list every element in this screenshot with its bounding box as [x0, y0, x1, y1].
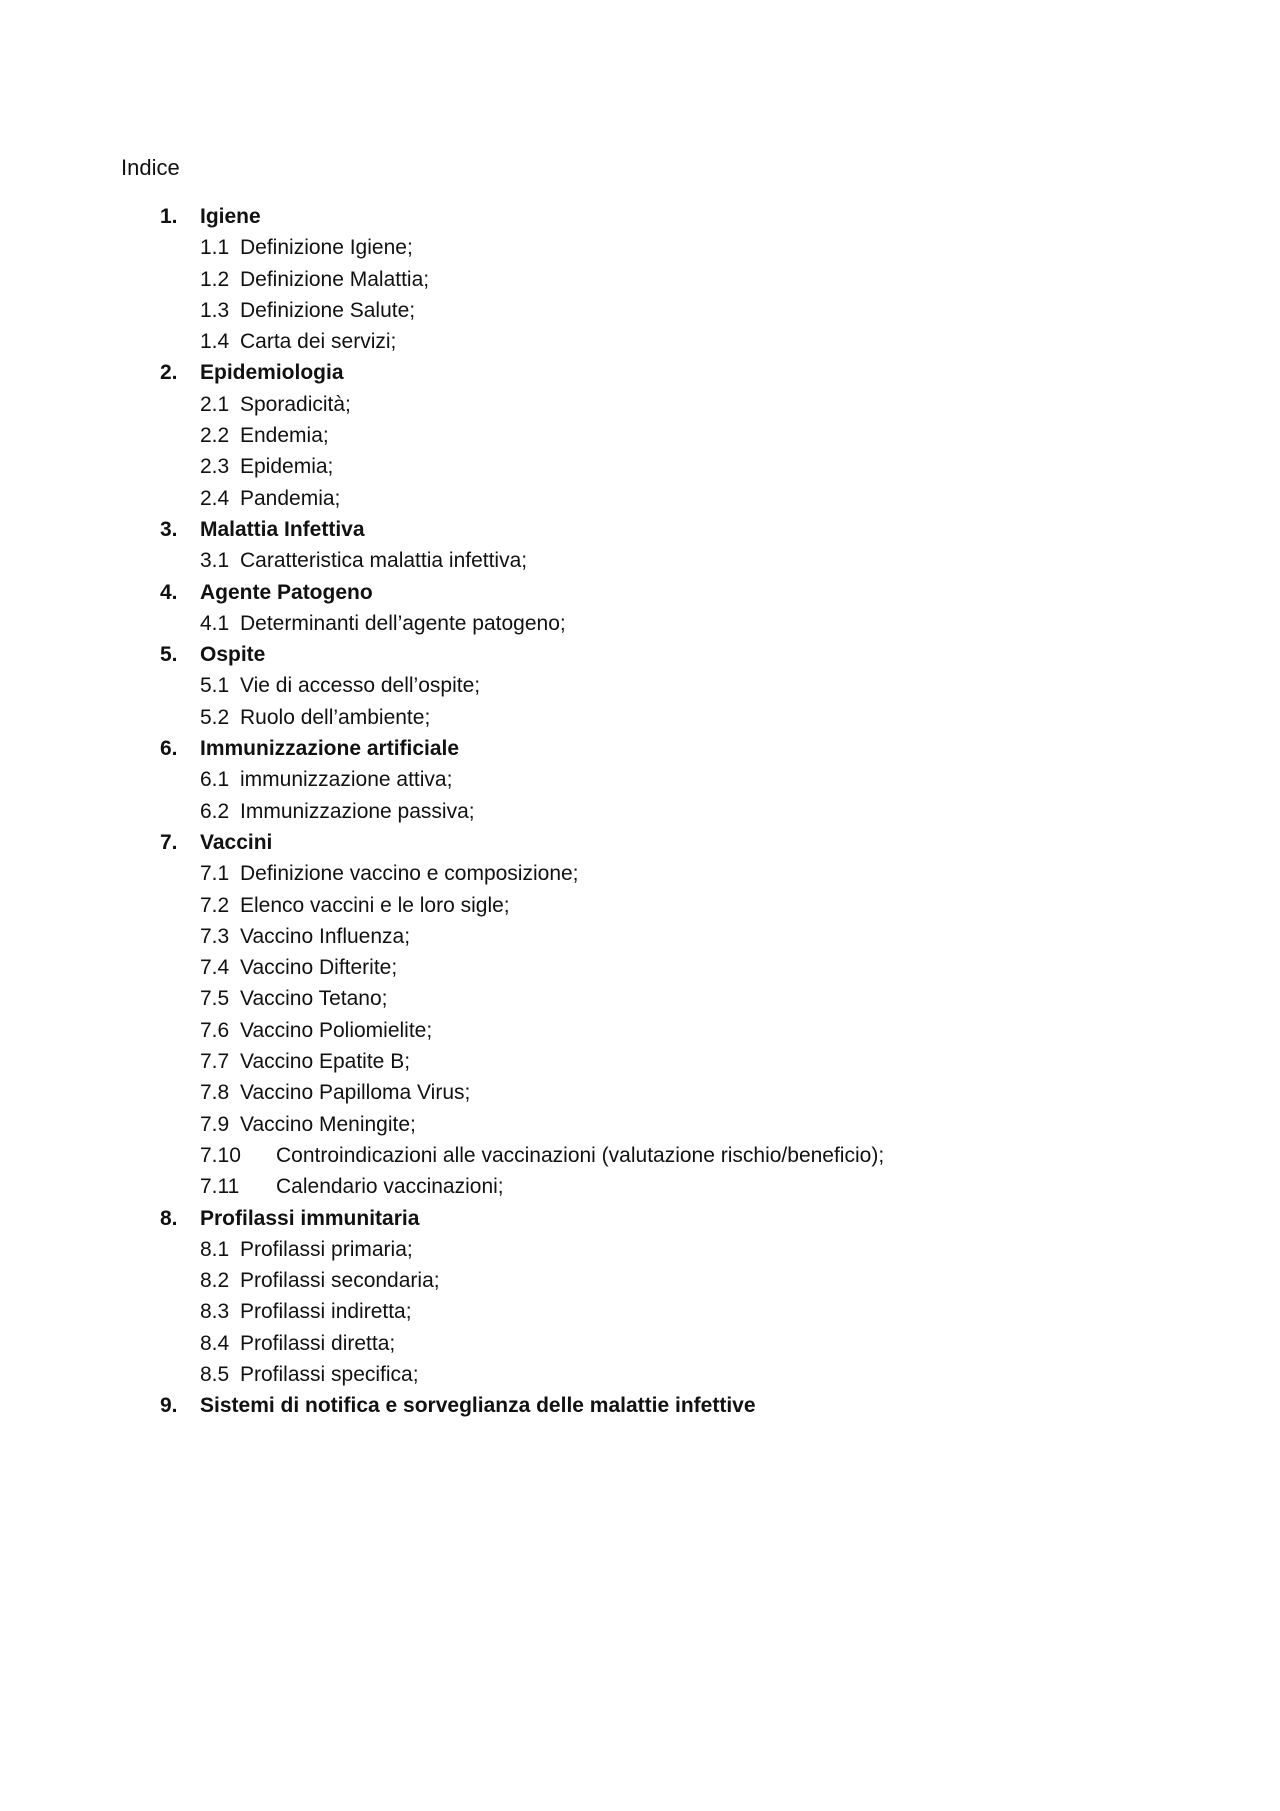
toc-subsection [0, 483, 1280, 514]
toc-subsection-number: 8.1 [200, 1237, 230, 1261]
toc-section-number: 3. [160, 517, 178, 541]
toc-subsection-title: Vaccino Influenza; [240, 924, 411, 948]
toc-subsection [0, 264, 1280, 295]
toc-subsection-title: Profilassi indiretta; [240, 1300, 412, 1324]
toc-subsection [0, 952, 1280, 983]
toc-subsection-number: 2.1 [200, 392, 230, 416]
toc-subsection [0, 1328, 1280, 1359]
toc-subsection-number: 7.5 [200, 987, 230, 1011]
toc-subsection-title: Profilassi primaria; [240, 1237, 413, 1261]
toc-section-title: Ospite [200, 643, 266, 667]
toc-subsection-number: 7.7 [200, 1050, 230, 1074]
toc-subsection-number: 7.10 [200, 1143, 241, 1167]
toc-subsection [0, 545, 1280, 576]
toc-subsection-number: 5.2 [200, 705, 230, 729]
toc-subsection-title: Vaccino Difterite; [240, 956, 398, 980]
toc-section-title: Igiene [200, 205, 261, 228]
toc-subsection-title: Vaccino Tetano; [240, 987, 388, 1011]
toc-section [0, 639, 1280, 670]
toc-subsection-title: Determinanti dell’agente patogeno; [240, 611, 566, 635]
toc-subsection-number: 7.3 [200, 924, 230, 948]
toc-section-title: Profilassi immunitaria [200, 1206, 420, 1230]
toc-subsection-title: Controindicazioni alle vaccinazioni (valutazione rischio/beneficio); [276, 1143, 885, 1167]
toc-section [0, 827, 1280, 858]
toc-subsection-number: 8.5 [200, 1362, 230, 1386]
toc-subsection [0, 764, 1280, 795]
toc-subsection-number: 2.3 [200, 455, 230, 479]
toc-subsection [0, 983, 1280, 1014]
toc-subsection [0, 796, 1280, 827]
toc-section-number: 6. [160, 737, 178, 761]
toc-subsection-title: Epidemia; [240, 455, 334, 479]
toc-subsection-number: 7.6 [200, 1018, 230, 1042]
toc-subsection-number: 8.4 [200, 1331, 230, 1355]
toc-subsection [0, 702, 1280, 733]
toc-subsection [0, 1359, 1280, 1390]
toc-section-title: Immunizzazione artificiale [200, 737, 460, 761]
toc-subsection-number: 7.11 [200, 1175, 240, 1199]
toc-subsection-number: 8.3 [200, 1300, 230, 1324]
toc-subsection [0, 451, 1280, 482]
toc-subsection [0, 420, 1280, 451]
toc-subsection-number: 7.9 [200, 1112, 230, 1136]
toc-subsection [0, 1140, 1280, 1171]
toc-subsection [0, 1077, 1280, 1108]
toc-subsection [0, 1046, 1280, 1077]
toc-subsection-title: Ruolo dell’ambiente; [240, 705, 431, 729]
toc-section [0, 201, 1280, 232]
toc-subsection-title: Vaccino Epatite B; [240, 1050, 411, 1074]
toc-subsection-title: Profilassi diretta; [240, 1331, 396, 1355]
toc-section-number: 7. [160, 830, 178, 854]
toc-subsection-number: 1.2 [200, 267, 230, 291]
toc-subsection-number: 7.4 [200, 956, 230, 980]
toc-subsection-title: Endemia; [240, 424, 329, 448]
toc-subsection-number: 1.3 [200, 298, 230, 322]
toc-section-number: 9. [160, 1394, 178, 1418]
toc-subsection-title: Elenco vaccini e le loro sigle; [240, 893, 510, 917]
toc-section [0, 357, 1280, 388]
toc-subsection-number: 6.2 [200, 799, 230, 823]
toc-subsection-number: 3.1 [200, 549, 230, 573]
toc-section [0, 1390, 1280, 1421]
toc-subsection [0, 608, 1280, 639]
toc-section [0, 1203, 1280, 1234]
toc-subsection [0, 1234, 1280, 1265]
toc-subsection-number: 7.2 [200, 893, 230, 917]
toc-subsection [0, 1171, 1280, 1202]
toc-section-title: Sistemi di notifica e sorveglianza delle malattie infettive [200, 1394, 756, 1418]
toc-subsection-title: Calendario vaccinazioni; [276, 1175, 504, 1199]
toc-subsection-title: Immunizzazione passiva; [240, 799, 475, 823]
toc-subsection-title: Definizione Igiene; [240, 236, 413, 260]
document-title: Indice [121, 155, 180, 180]
toc-subsection-number: 6.1 [200, 768, 230, 792]
toc-section-number: 1. [160, 205, 178, 228]
toc-subsection-title: immunizzazione attiva; [240, 768, 453, 792]
toc-subsection [0, 890, 1280, 921]
toc-subsection-title: Carta dei servizi; [240, 330, 397, 354]
toc-subsection-title: Profilassi specifica; [240, 1362, 419, 1386]
toc-subsection-title: Definizione Salute; [240, 298, 416, 322]
toc-subsection-number: 1.1 [200, 236, 230, 260]
toc-section [0, 514, 1280, 545]
toc-section [0, 733, 1280, 764]
toc-section-title: Agente Patogeno [200, 580, 373, 604]
toc-subsection [0, 1109, 1280, 1140]
toc-subsection [0, 1296, 1280, 1327]
toc-section [0, 577, 1280, 608]
toc-subsection-title: Vie di accesso dell’ospite; [240, 674, 481, 698]
toc-subsection-number: 8.2 [200, 1269, 230, 1293]
toc-subsection-title: Sporadicità; [240, 392, 351, 416]
toc-subsection-title: Vaccino Meningite; [240, 1112, 416, 1136]
toc-section-number: 2. [160, 361, 178, 385]
toc-subsection-title: Vaccino Poliomielite; [240, 1018, 433, 1042]
toc-subsection [0, 858, 1280, 889]
toc-subsection-title: Profilassi secondaria; [240, 1269, 440, 1293]
toc-subsection [0, 389, 1280, 420]
toc-section-number: 5. [160, 643, 178, 667]
toc-subsection-number: 2.4 [200, 486, 230, 510]
toc-subsection [0, 326, 1280, 357]
toc-subsection [0, 921, 1280, 952]
toc-section-title: Epidemiologia [200, 361, 344, 385]
toc-subsection-number: 7.8 [200, 1081, 230, 1105]
toc-subsection-number: 5.1 [200, 674, 230, 698]
toc-subsection-number: 1.4 [200, 330, 230, 354]
toc-subsection-number: 2.2 [200, 424, 230, 448]
toc-subsection-title: Definizione Malattia; [240, 267, 430, 291]
toc-subsection-title: Vaccino Papilloma Virus; [240, 1081, 471, 1105]
toc-section-number: 8. [160, 1206, 178, 1230]
toc-subsection [0, 1015, 1280, 1046]
toc-section-title: Vaccini [200, 830, 273, 854]
toc-subsection-number: 7.1 [200, 862, 230, 886]
toc-subsection-number: 4.1 [200, 611, 230, 635]
toc-subsection-title: Caratteristica malattia infettiva; [240, 549, 528, 573]
toc-subsection [0, 1265, 1280, 1296]
toc-section-title: Malattia Infettiva [200, 517, 365, 541]
toc-subsection-title: Pandemia; [240, 486, 341, 510]
toc-section-number: 4. [160, 580, 178, 604]
table-of-contents [0, 201, 1280, 1422]
toc-subsection [0, 670, 1280, 701]
toc-subsection-title: Definizione vaccino e composizione; [240, 862, 579, 886]
toc-subsection [0, 295, 1280, 326]
toc-subsection [0, 232, 1280, 263]
